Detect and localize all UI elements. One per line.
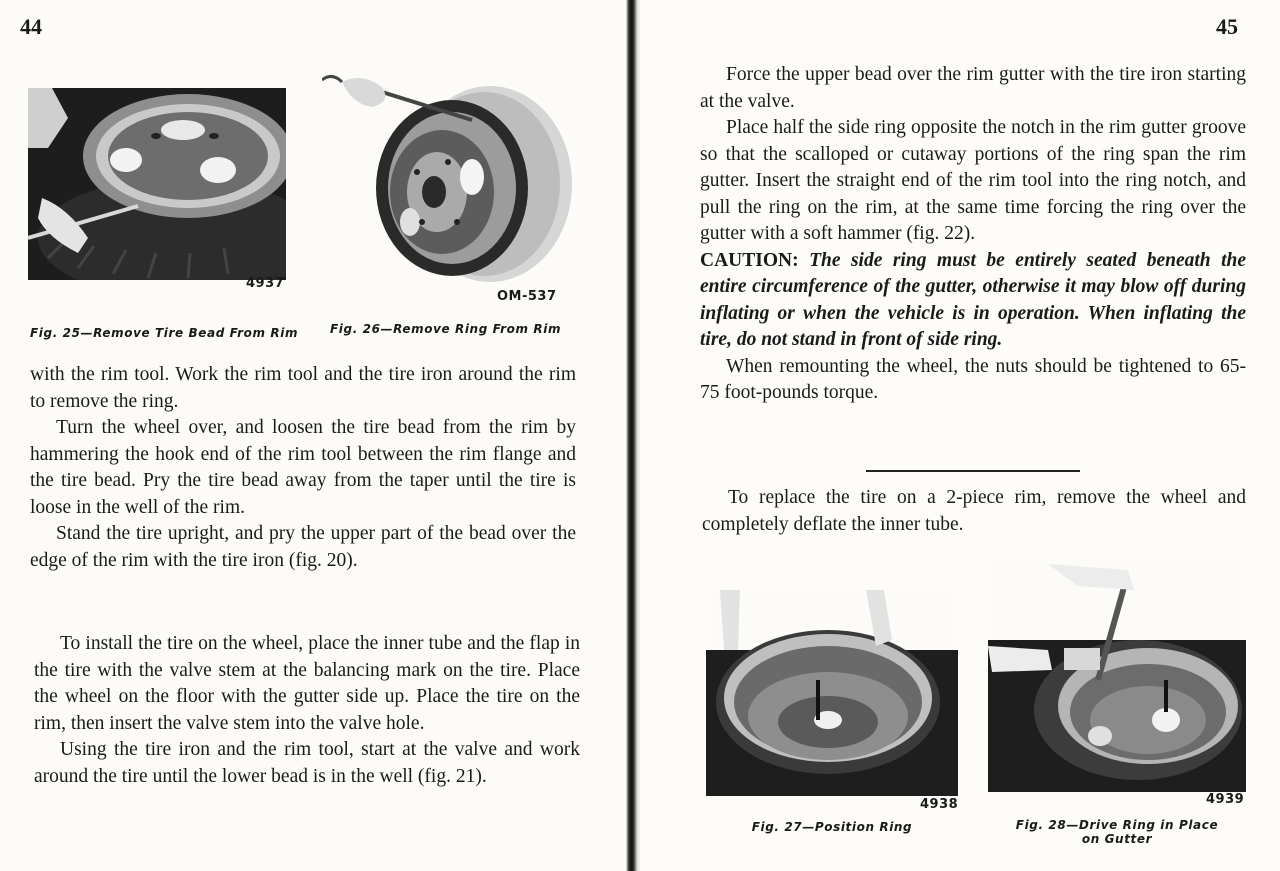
fig28-caption-line2: on Gutter	[1081, 832, 1153, 846]
left-body	[30, 362, 576, 574]
paragraph: Turn the wheel over, and loosen the tire bead from the rim by hammering the hook end of the rim tool between the rim flange and the tire bead. Pry the tire bead away from the taper until the tire is loose in the well of the rim.	[30, 417, 576, 518]
fig26-number: OM-537	[497, 289, 557, 304]
fig28-photo	[988, 560, 1246, 792]
left-body-install	[34, 631, 580, 790]
fig25-number: 4937	[246, 276, 285, 291]
fig26-caption: Fig. 26—Remove Ring From Rim	[330, 322, 562, 336]
fig28-caption-line1: Fig. 28—Drive Ring in Place	[1015, 818, 1219, 832]
fig25-caption: Fig. 25—Remove Tire Bead From Rim	[30, 326, 299, 340]
fig27-caption: Fig. 27—Position Ring	[751, 820, 913, 834]
paragraph: To install the tire on the wheel, place the inner tube and the flap in the tire with the valve stem at the balancing mark on the tire. Place the wheel on the floor with the gutter side up. Place the tire on the rim, then insert the valve stem into the valve hole.	[34, 633, 580, 734]
paragraph: Place half the side ring opposite the notch in the rim gutter groove so that the scalloped or cutaway portions of the ring span the rim gutter. Insert the straight end of the rim tool into the ring notch, and pull the ring on the rim, at the same time forcing the ring over the gutter with a soft hammer (fig. 22).	[700, 117, 1246, 244]
paragraph: To replace the tire on a 2-piece rim, remove the wheel and completely deflate the inner tube.	[702, 487, 1246, 535]
book-gutter	[626, 0, 640, 871]
page-number-left: 44	[20, 14, 42, 39]
page-number-right: 45	[1216, 14, 1238, 39]
caution-label: CAUTION:	[700, 249, 799, 271]
caution-text: The side ring must be entirely seated beneath the entire circumference of the gutter, otherwise it may blow off during inflating or when the vehicle is in operation. When inflating the tire, do not stand in front of side ring.	[700, 249, 1247, 350]
fig26-photo	[322, 72, 572, 286]
fig28-number: 4939	[1206, 792, 1245, 807]
paragraph: When remounting the wheel, the nuts should be tightened to 65-75 foot-pounds torque.	[700, 355, 1246, 403]
fig28-caption	[1000, 818, 1234, 846]
section-divider	[866, 470, 1080, 472]
right-body	[700, 62, 1246, 407]
paragraph: Force the upper bead over the rim gutter with the tire iron starting at the valve.	[700, 64, 1246, 112]
paragraph: with the rim tool. Work the rim tool and the tire iron around the rim to remove the ring.	[30, 364, 576, 412]
fig27-number: 4938	[920, 797, 959, 812]
paragraph: Stand the tire upright, and pry the upper part of the bead over the edge of the rim with the tire iron (fig. 20).	[30, 523, 576, 571]
caution-paragraph	[700, 248, 1246, 354]
fig25-photo	[28, 88, 286, 280]
fig27-photo	[706, 590, 958, 796]
paragraph: Using the tire iron and the rim tool, start at the valve and work around the tire until the lower bead is in the well (fig. 21).	[34, 739, 580, 787]
right-body-replace	[702, 485, 1246, 538]
